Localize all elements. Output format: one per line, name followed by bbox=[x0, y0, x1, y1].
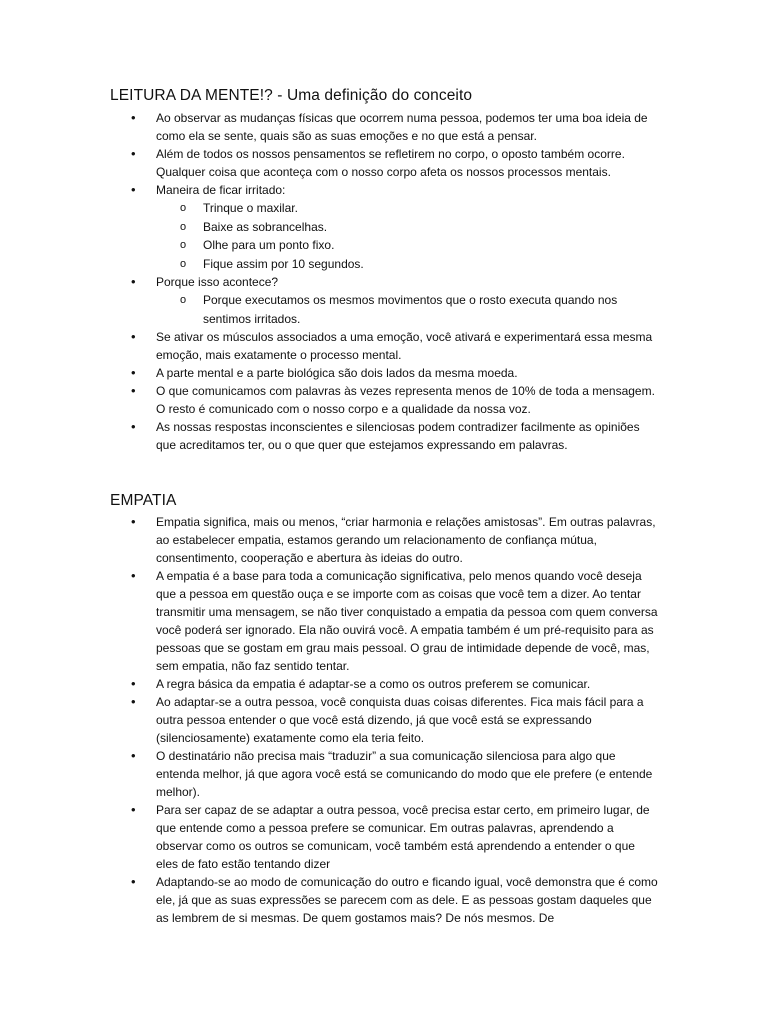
sub-list-item: o Olhe para um ponto fixo. bbox=[156, 236, 660, 255]
list-item: • Além de todos os nossos pensamentos se refletirem no corpo, o oposto também ocorre. Qualquer coisa que aconteça com o nosso corpo afeta os nossos processos mentais. bbox=[110, 145, 660, 181]
list-item: • Ao adaptar-se a outra pessoa, você conquista duas coisas diferentes. Fica mais fácil para a outra pessoa entender o que você está dizendo, já que você está se expressando (silenciosamente) exatamente como ela teria feito. bbox=[110, 693, 660, 747]
bullet-list-leitura bbox=[110, 109, 660, 454]
list-item: • Para ser capaz de se adaptar a outra pessoa, você precisa estar certo, em primeiro lugar, de que entende como a pessoa prefere se comunicar. Em outras palavras, aprendendo a observar como os outros se comunicam, você também está aprendendo a entender o que eles de fato estão tentando dizer bbox=[110, 801, 660, 873]
sub-list-item: o Porque executamos os mesmos movimentos que o rosto executa quando nos sentimos irritados. bbox=[156, 291, 660, 328]
sub-list-item: o Fique assim por 10 segundos. bbox=[156, 255, 660, 274]
sub-list-irritado bbox=[156, 199, 660, 273]
list-item: • O destinatário não precisa mais “traduzir” a sua comunicação silenciosa para algo que entenda melhor, já que agora você está se comunicando do modo que ele prefere (e entende melhor). bbox=[110, 747, 660, 801]
section-title-empatia: EMPATIA bbox=[110, 492, 177, 509]
list-item: • As nossas respostas inconscientes e silenciosas podem contradizer facilmente as opiniões que acreditamos ter, ou o que quer que estejamos expressando em palavras. bbox=[110, 418, 660, 454]
list-item-label: Porque isso acontece? bbox=[156, 275, 279, 289]
document-body bbox=[110, 86, 660, 927]
list-item: • Adaptando-se ao modo de comunicação do outro e ficando igual, você demonstra que é como ele, já que as suas expressões se parecem com as dele. E as pessoas gostam daqueles que as lembrem de si mesmas. De quem gostamos mais? De nós mesmos. De bbox=[110, 873, 660, 927]
list-item: • Ao observar as mudanças físicas que ocorrem numa pessoa, podemos ter uma boa ideia de como ela se sente, quais são as suas emoções e no que está a pensar. bbox=[110, 109, 660, 145]
list-item: • O que comunicamos com palavras às vezes representa menos de 10% de toda a mensagem. O resto é comunicado com o nosso corpo e a qualidade da nossa voz. bbox=[110, 382, 660, 418]
list-item-irritado bbox=[110, 181, 660, 273]
sub-list-item: o Baixe as sobrancelhas. bbox=[156, 218, 660, 237]
list-item-label: Maneira de ficar irritado: bbox=[156, 183, 286, 197]
list-item: • Empatia significa, mais ou menos, “criar harmonia e relações amistosas”. Em outras palavras, ao estabelecer empatia, estamos gerando um relacionamento de confiança mútua, consentimento, cooperação e abertura às ideias do outro. bbox=[110, 513, 660, 567]
sub-list-item: o Trinque o maxilar. bbox=[156, 199, 660, 218]
section-empatia bbox=[110, 491, 660, 927]
section-title-leitura-da-mente: LEITURA DA MENTE!? - Uma definição do conceito bbox=[110, 87, 473, 104]
list-item: • A parte mental e a parte biológica são dois lados da mesma moeda. bbox=[110, 364, 660, 382]
sub-list-porque bbox=[156, 291, 660, 328]
list-item: • Se ativar os músculos associados a uma emoção, você ativará e experimentará essa mesma emoção, mais exatamente o processo mental. bbox=[110, 328, 660, 364]
section-leitura-da-mente bbox=[110, 86, 660, 454]
list-item: • A regra básica da empatia é adaptar-se a como os outros preferem se comunicar. bbox=[110, 675, 660, 693]
bullet-list-empatia bbox=[110, 513, 660, 927]
list-item-porque bbox=[110, 273, 660, 328]
list-item: • A empatia é a base para toda a comunicação significativa, pelo menos quando você deseja que a pessoa em questão ouça e se importe com as coisas que você tem a dizer. Ao tentar transmitir uma mensagem, se não tiver conquistado a empatia da pessoa com quem conversa você poderá ser ignorado. Ela não ouvirá você. A empatia também é um pré-requisito para as pessoas que se gostam em grau mais pessoal. O grau de intimidade depende de você, mas, sem empatia, não faz sentido tentar. bbox=[110, 567, 660, 675]
